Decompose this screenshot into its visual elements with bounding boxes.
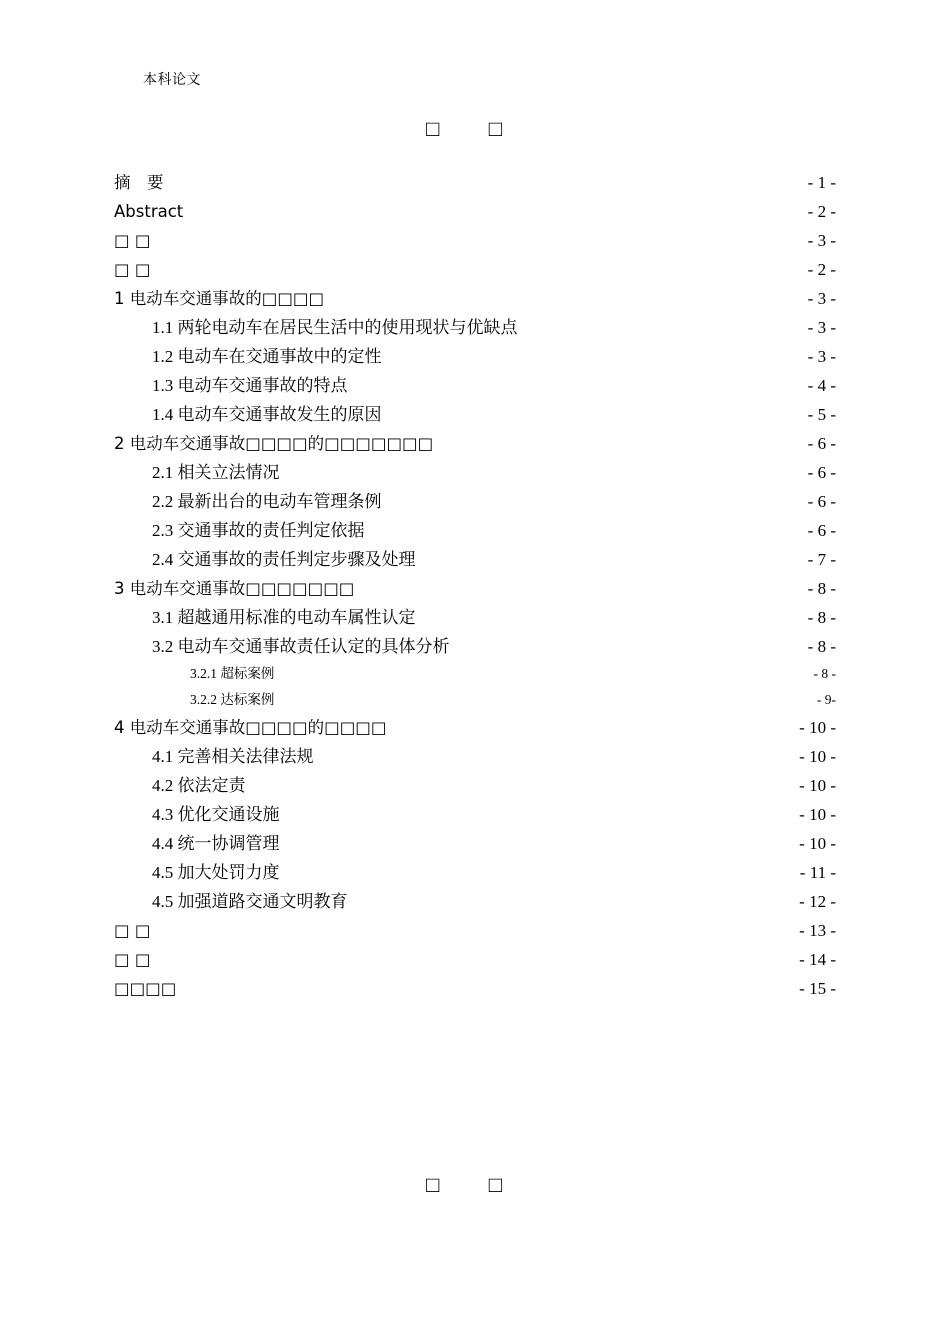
toc-leader-dots xyxy=(151,229,806,246)
toc-entry[interactable] xyxy=(114,458,836,487)
toc-entry-label: 3.2.2 达标案例 xyxy=(190,692,275,707)
toc-leader-dots xyxy=(281,832,799,849)
toc-entry-label: □ □ xyxy=(114,950,151,969)
toc-entry-page: - 8 - xyxy=(807,608,836,627)
toc-entry[interactable] xyxy=(114,342,836,371)
toc-entry-label: 4.5 加大处罚力度 xyxy=(152,863,280,882)
toc-entry[interactable] xyxy=(114,487,836,516)
toc-entry[interactable] xyxy=(114,687,836,713)
toc-entry-label: 2.2 最新出台的电动车管理条例 xyxy=(152,492,382,511)
toc-leader-dots xyxy=(177,977,798,994)
toc-entry[interactable] xyxy=(114,858,836,887)
toc-entry-page: - 2 - xyxy=(807,202,836,221)
toc-entry-label: 1.1 两轮电动车在居民生活中的使用现状与优缺点 xyxy=(152,318,518,337)
toc-entry-label: □ □ xyxy=(114,921,151,940)
toc-entry-page: - 10 - xyxy=(799,747,836,766)
toc-entry-page: - 3 - xyxy=(807,289,836,308)
toc-leader-dots xyxy=(387,716,798,733)
toc-entry[interactable] xyxy=(114,168,836,197)
toc-leader-dots xyxy=(247,774,799,791)
toc-entry[interactable] xyxy=(114,516,836,545)
toc-entry[interactable] xyxy=(114,284,836,313)
toc-entry-page: - 8 - xyxy=(807,579,836,598)
toc-leader-dots xyxy=(315,745,799,762)
toc-entry-page: - 12 - xyxy=(799,892,836,911)
toc-entry-page: - 3 - xyxy=(807,318,836,337)
toc-entry[interactable] xyxy=(114,974,836,1003)
toc-leader-dots xyxy=(355,577,806,594)
toc-entry[interactable] xyxy=(114,313,836,342)
toc-entry-page: - 10 - xyxy=(799,718,836,737)
toc-entry-page: - 3 - xyxy=(807,347,836,366)
toc-entry-label: 4.1 完善相关法律法规 xyxy=(152,747,314,766)
toc-entry-label: 1.3 电动车交通事故的特点 xyxy=(152,376,348,395)
toc-leader-dots xyxy=(434,432,806,449)
toc-leader-dots xyxy=(281,861,799,878)
toc-entry-label: □ □ xyxy=(114,260,151,279)
toc-leader-dots xyxy=(349,890,799,907)
toc-leader-dots xyxy=(275,691,816,705)
toc-leader-dots xyxy=(383,403,807,420)
toc-entry-page: - 10 - xyxy=(799,834,836,853)
toc-leader-dots xyxy=(349,374,807,391)
toc-entry-page: - 13 - xyxy=(799,921,836,940)
toc-entry-label: 3.2 电动车交通事故责任认定的具体分析 xyxy=(152,637,450,656)
toc-entry-label: 4.4 统一协调管理 xyxy=(152,834,280,853)
toc-entry-page: - 6 - xyxy=(807,521,836,540)
toc-entry[interactable] xyxy=(114,661,836,687)
toc-entry-label: 2.4 交通事故的责任判定步骤及处理 xyxy=(152,550,416,569)
toc-entry-page: - 8 - xyxy=(813,666,836,681)
toc-entry-page: - 9- xyxy=(816,692,836,707)
toc-leader-dots xyxy=(281,461,807,478)
toc-entry-page: - 8 - xyxy=(807,637,836,656)
toc-entry[interactable] xyxy=(114,916,836,945)
toc-entry[interactable] xyxy=(114,945,836,974)
toc-leader-dots xyxy=(383,345,807,362)
toc-leader-dots xyxy=(325,287,807,304)
toc-entry-label: 2.3 交通事故的责任判定依据 xyxy=(152,521,365,540)
toc-entry-page: - 3 - xyxy=(807,231,836,250)
toc-entry-page: - 14 - xyxy=(799,950,836,969)
toc-entry-page: - 15 - xyxy=(799,979,836,998)
toc-entry-label: □ □ xyxy=(114,231,151,250)
toc-entry-page: - 7 - xyxy=(807,550,836,569)
page-footer: □ □ xyxy=(425,1172,525,1197)
toc-leader-dots xyxy=(366,519,807,536)
page-header: 本科论文 xyxy=(143,73,201,88)
toc-entry[interactable] xyxy=(114,771,836,800)
toc-entry-label: 1.2 电动车在交通事故中的定性 xyxy=(152,347,382,366)
toc-entry-page: - 4 - xyxy=(807,376,836,395)
toc-entry-label: 3.2.1 超标案例 xyxy=(190,666,275,681)
toc-entry-label: 4.5 加强道路交通文明教育 xyxy=(152,892,348,911)
toc-entry[interactable] xyxy=(114,545,836,574)
toc-entry-label: 3 电动车交通事故□□□□□□□ xyxy=(114,579,355,598)
toc-leader-dots xyxy=(417,606,807,623)
toc-entry-label: □□□□ xyxy=(114,979,177,998)
toc-leader-dots xyxy=(184,200,806,217)
toc-entry-label: 4 电动车交通事故□□□□的□□□□ xyxy=(114,718,387,737)
toc-entry-page: - 6 - xyxy=(807,463,836,482)
toc-entry-label: 4.3 优化交通设施 xyxy=(152,805,280,824)
toc-entry[interactable] xyxy=(114,400,836,429)
toc-leader-dots xyxy=(151,258,806,275)
toc-entry-page: - 1 - xyxy=(807,173,836,192)
toc-entry-page: - 2 - xyxy=(807,260,836,279)
toc-entry-page: - 10 - xyxy=(799,805,836,824)
toc-entry-page: - 6 - xyxy=(807,492,836,511)
toc-entry[interactable] xyxy=(114,429,836,458)
toc-leader-dots xyxy=(151,919,798,936)
toc-entry-page: - 11 - xyxy=(799,863,836,882)
toc-title: □ □ xyxy=(425,116,525,141)
toc-entry[interactable] xyxy=(114,371,836,400)
toc-entry[interactable] xyxy=(114,742,836,771)
toc-leader-dots xyxy=(451,635,807,652)
toc-entry-label: 2.1 相关立法情况 xyxy=(152,463,280,482)
toc-leader-dots xyxy=(275,665,812,679)
toc-entry[interactable] xyxy=(114,887,836,916)
toc-entry[interactable] xyxy=(114,226,836,255)
toc-entry-label: Abstract xyxy=(114,202,184,221)
toc-leader-dots xyxy=(281,803,799,820)
toc-entry-label: 摘 要 xyxy=(114,173,164,192)
toc-entry-page: - 5 - xyxy=(807,405,836,424)
toc-entry-label: 1.4 电动车交通事故发生的原因 xyxy=(152,405,382,424)
toc-entry[interactable] xyxy=(114,632,836,661)
toc-entry[interactable] xyxy=(114,255,836,284)
toc-entry-label: 3.1 超越通用标准的电动车属性认定 xyxy=(152,608,416,627)
toc-leader-dots xyxy=(383,490,807,507)
table-of-contents xyxy=(114,168,836,1003)
toc-leader-dots xyxy=(519,316,807,333)
toc-entry[interactable] xyxy=(114,800,836,829)
toc-entry[interactable] xyxy=(114,197,836,226)
toc-entry[interactable] xyxy=(114,829,836,858)
toc-leader-dots xyxy=(165,171,807,188)
toc-entry-page: - 10 - xyxy=(799,776,836,795)
toc-leader-dots xyxy=(151,948,798,965)
toc-entry[interactable] xyxy=(114,603,836,632)
toc-entry[interactable] xyxy=(114,713,836,742)
toc-leader-dots xyxy=(417,548,807,565)
toc-entry-label: 4.2 依法定责 xyxy=(152,776,246,795)
toc-entry-label: 1 电动车交通事故的□□□□ xyxy=(114,289,325,308)
toc-entry[interactable] xyxy=(114,574,836,603)
toc-entry-label: 2 电动车交通事故□□□□的□□□□□□□ xyxy=(114,434,434,453)
toc-entry-page: - 6 - xyxy=(807,434,836,453)
